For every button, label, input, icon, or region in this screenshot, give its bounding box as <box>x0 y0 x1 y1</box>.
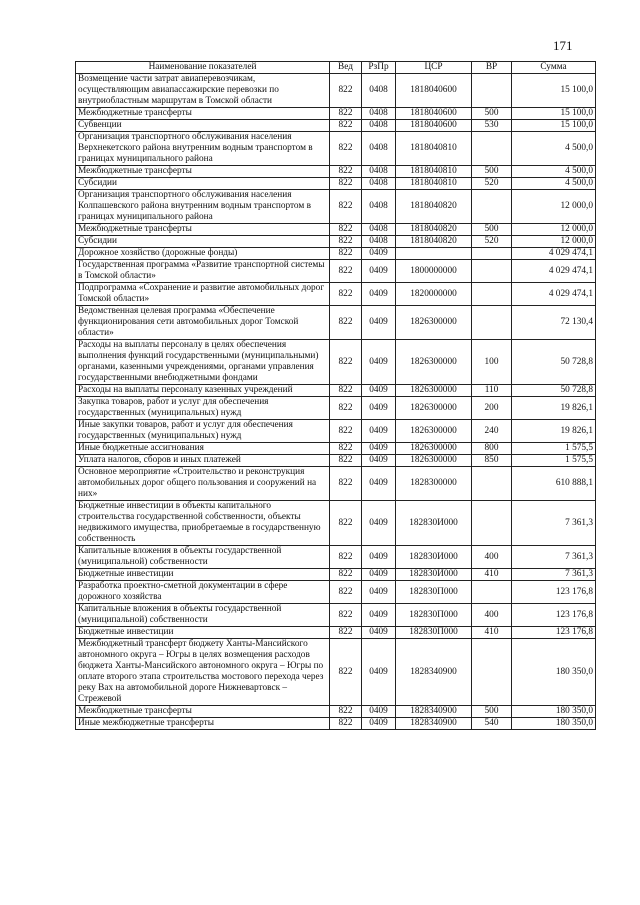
cell-sum: 72 130,4 <box>512 306 596 340</box>
cell-vr <box>472 132 512 166</box>
cell-vr <box>472 581 512 604</box>
table-row <box>76 190 596 224</box>
cell-rzpr: 0409 <box>362 467 396 501</box>
cell-name: Возмещение части затрат авиаперевозчикам, осуществляющим авиапассажирские перевозки по внутриобластным маршрутам в Томской области <box>76 74 330 108</box>
table-row <box>76 627 596 639</box>
cell-rzpr: 0408 <box>362 132 396 166</box>
cell-csr: 1818040820 <box>396 224 472 236</box>
cell-csr: 1818040820 <box>396 190 472 224</box>
cell-ved: 822 <box>330 420 362 443</box>
cell-vr <box>472 467 512 501</box>
cell-rzpr: 0408 <box>362 166 396 178</box>
cell-vr: 400 <box>472 546 512 569</box>
cell-ved: 822 <box>330 397 362 420</box>
cell-sum: 19 826,1 <box>512 420 596 443</box>
cell-vr <box>472 501 512 546</box>
table-body <box>76 74 596 730</box>
cell-ved: 822 <box>330 178 362 190</box>
cell-rzpr: 0408 <box>362 178 396 190</box>
cell-sum: 50 728,8 <box>512 385 596 397</box>
cell-vr: 410 <box>472 627 512 639</box>
table-row <box>76 132 596 166</box>
table-header-row <box>76 62 596 74</box>
cell-vr: 520 <box>472 178 512 190</box>
cell-csr: 1828300000 <box>396 467 472 501</box>
cell-ved: 822 <box>330 443 362 455</box>
cell-csr: 1818040810 <box>396 178 472 190</box>
table-row <box>76 569 596 581</box>
cell-ved: 822 <box>330 604 362 627</box>
cell-name: Бюджетные инвестиции <box>76 627 330 639</box>
table-row <box>76 74 596 108</box>
cell-sum: 123 176,8 <box>512 604 596 627</box>
cell-sum: 180 350,0 <box>512 718 596 730</box>
cell-csr: 1818040600 <box>396 120 472 132</box>
cell-sum: 12 000,0 <box>512 236 596 248</box>
cell-sum: 4 029 474,1 <box>512 260 596 283</box>
cell-name: Закупка товаров, работ и услуг для обеспечения государственных (муниципальных) нужд <box>76 397 330 420</box>
cell-csr: 182830И000 <box>396 501 472 546</box>
cell-vr <box>472 248 512 260</box>
cell-name: Государственная программа «Развитие транспортной системы в Томской области» <box>76 260 330 283</box>
cell-name: Межбюджетные трансферты <box>76 108 330 120</box>
cell-sum: 4 500,0 <box>512 178 596 190</box>
cell-rzpr: 0408 <box>362 190 396 224</box>
cell-sum: 180 350,0 <box>512 639 596 706</box>
header-sum: Сумма <box>512 62 596 74</box>
cell-sum: 1 575,5 <box>512 455 596 467</box>
cell-vr: 500 <box>472 108 512 120</box>
cell-ved: 822 <box>330 120 362 132</box>
cell-sum: 7 361,3 <box>512 501 596 546</box>
table-row <box>76 706 596 718</box>
cell-name: Разработка проектно-сметной документации в сфере дорожного хозяйства <box>76 581 330 604</box>
cell-name: Дорожное хозяйство (дорожные фонды) <box>76 248 330 260</box>
cell-vr: 110 <box>472 385 512 397</box>
cell-ved: 822 <box>330 132 362 166</box>
cell-vr: 800 <box>472 443 512 455</box>
cell-csr: 1826300000 <box>396 455 472 467</box>
cell-name: Бюджетные инвестиции в объекты капитального строительства государственной собственности, объекты недвижимого имущества, приобретаемые в государственную собственность <box>76 501 330 546</box>
header-rzpr: РзПр <box>362 62 396 74</box>
table-row <box>76 581 596 604</box>
cell-vr: 200 <box>472 397 512 420</box>
table-row <box>76 385 596 397</box>
cell-name: Организация транспортного обслуживания населения Верхнекетского района внутренним водным транспортом в границах муниципального района <box>76 132 330 166</box>
cell-sum: 15 100,0 <box>512 74 596 108</box>
cell-sum: 123 176,8 <box>512 627 596 639</box>
table-row <box>76 248 596 260</box>
cell-rzpr: 0408 <box>362 120 396 132</box>
cell-sum: 7 361,3 <box>512 569 596 581</box>
cell-name: Межбюджетные трансферты <box>76 706 330 718</box>
cell-rzpr: 0409 <box>362 706 396 718</box>
cell-vr: 410 <box>472 569 512 581</box>
cell-ved: 822 <box>330 569 362 581</box>
cell-ved: 822 <box>330 639 362 706</box>
cell-rzpr: 0408 <box>362 224 396 236</box>
cell-name: Межбюджетный трансферт бюджету Ханты-Мансийского автономного округа – Югры в целях возмещения расходов бюджета Ханты-Мансийского автономного округа – Югры по оплате второго этапа строительства мостового перехода через реку Вах на автомобильной дороге Нижневартовск – Стрежевой <box>76 639 330 706</box>
table-row <box>76 340 596 385</box>
cell-ved: 822 <box>330 385 362 397</box>
cell-rzpr: 0409 <box>362 306 396 340</box>
cell-name: Субсидии <box>76 236 330 248</box>
cell-ved: 822 <box>330 283 362 306</box>
cell-vr <box>472 74 512 108</box>
cell-sum: 4 500,0 <box>512 132 596 166</box>
cell-name: Капитальные вложения в объекты государственной (муниципальной) собственности <box>76 604 330 627</box>
table-row <box>76 236 596 248</box>
cell-rzpr: 0409 <box>362 718 396 730</box>
cell-vr <box>472 190 512 224</box>
cell-name: Капитальные вложения в объекты государственной (муниципальной) собственности <box>76 546 330 569</box>
cell-vr <box>472 306 512 340</box>
cell-csr: 182830П000 <box>396 581 472 604</box>
cell-name: Подпрограмма «Сохранение и развитие автомобильных дорог Томской области» <box>76 283 330 306</box>
cell-csr: 1818040810 <box>396 166 472 178</box>
table-row <box>76 397 596 420</box>
cell-rzpr: 0409 <box>362 340 396 385</box>
cell-vr: 530 <box>472 120 512 132</box>
cell-sum: 4 500,0 <box>512 166 596 178</box>
table-row <box>76 443 596 455</box>
cell-ved: 822 <box>330 236 362 248</box>
cell-vr: 540 <box>472 718 512 730</box>
cell-ved: 822 <box>330 627 362 639</box>
cell-ved: 822 <box>330 108 362 120</box>
cell-sum: 4 029 474,1 <box>512 283 596 306</box>
table-row <box>76 306 596 340</box>
cell-name: Основное мероприятие «Строительство и реконструкция автомобильных дорог общего пользования и сооружений на них» <box>76 467 330 501</box>
cell-name: Иные межбюджетные трансферты <box>76 718 330 730</box>
cell-ved: 822 <box>330 306 362 340</box>
header-ved: Вед <box>330 62 362 74</box>
cell-ved: 822 <box>330 166 362 178</box>
cell-vr: 500 <box>472 706 512 718</box>
cell-ved: 822 <box>330 706 362 718</box>
cell-csr: 1828340900 <box>396 706 472 718</box>
cell-csr: 1820000000 <box>396 283 472 306</box>
cell-rzpr: 0409 <box>362 385 396 397</box>
table-row <box>76 501 596 546</box>
table-row <box>76 420 596 443</box>
cell-rzpr: 0409 <box>362 455 396 467</box>
cell-vr: 520 <box>472 236 512 248</box>
cell-name: Бюджетные инвестиции <box>76 569 330 581</box>
cell-name: Межбюджетные трансферты <box>76 166 330 178</box>
table-row <box>76 455 596 467</box>
cell-rzpr: 0408 <box>362 108 396 120</box>
cell-sum: 15 100,0 <box>512 108 596 120</box>
cell-vr <box>472 260 512 283</box>
cell-ved: 822 <box>330 74 362 108</box>
cell-csr: 1818040820 <box>396 236 472 248</box>
table-row <box>76 546 596 569</box>
cell-csr: 1818040600 <box>396 74 472 108</box>
cell-csr: 1826300000 <box>396 340 472 385</box>
cell-rzpr: 0408 <box>362 236 396 248</box>
cell-ved: 822 <box>330 260 362 283</box>
cell-csr: 182830И000 <box>396 569 472 581</box>
cell-ved: 822 <box>330 467 362 501</box>
cell-csr: 182830П000 <box>396 627 472 639</box>
cell-csr: 1826300000 <box>396 306 472 340</box>
budget-table <box>75 61 596 730</box>
cell-sum: 12 000,0 <box>512 190 596 224</box>
cell-sum: 12 000,0 <box>512 224 596 236</box>
cell-name: Иные бюджетные ассигнования <box>76 443 330 455</box>
cell-ved: 822 <box>330 546 362 569</box>
cell-rzpr: 0409 <box>362 546 396 569</box>
cell-csr: 1828340900 <box>396 718 472 730</box>
table-row <box>76 260 596 283</box>
cell-sum: 4 029 474,1 <box>512 248 596 260</box>
cell-csr: 1800000000 <box>396 260 472 283</box>
cell-rzpr: 0409 <box>362 260 396 283</box>
cell-ved: 822 <box>330 190 362 224</box>
header-vr: ВР <box>472 62 512 74</box>
cell-ved: 822 <box>330 224 362 236</box>
cell-name: Расходы на выплаты персоналу в целях обеспечения выполнения функций государственными (муниципальными) органами, казенными учреждениями, органами управления государственными внебюджетными фондами <box>76 340 330 385</box>
cell-sum: 180 350,0 <box>512 706 596 718</box>
cell-rzpr: 0409 <box>362 604 396 627</box>
cell-name: Иные закупки товаров, работ и услуг для обеспечения государственных (муниципальных) нужд <box>76 420 330 443</box>
cell-ved: 822 <box>330 455 362 467</box>
table-row <box>76 639 596 706</box>
table-row <box>76 108 596 120</box>
cell-name: Организация транспортного обслуживания населения Колпашевского района внутренним водным транспортом в границах муниципального района <box>76 190 330 224</box>
cell-sum: 610 888,1 <box>512 467 596 501</box>
cell-vr: 500 <box>472 166 512 178</box>
cell-rzpr: 0409 <box>362 639 396 706</box>
table-row <box>76 467 596 501</box>
cell-rzpr: 0409 <box>362 443 396 455</box>
cell-csr: 1818040600 <box>396 108 472 120</box>
cell-name: Субсидии <box>76 178 330 190</box>
header-csr: ЦСР <box>396 62 472 74</box>
cell-vr: 100 <box>472 340 512 385</box>
cell-sum: 19 826,1 <box>512 397 596 420</box>
cell-rzpr: 0409 <box>362 397 396 420</box>
table-row <box>76 604 596 627</box>
cell-csr: 182830П000 <box>396 604 472 627</box>
cell-vr <box>472 639 512 706</box>
cell-ved: 822 <box>330 501 362 546</box>
cell-ved: 822 <box>330 340 362 385</box>
table-row <box>76 178 596 190</box>
cell-sum: 15 100,0 <box>512 120 596 132</box>
cell-csr: 1828340900 <box>396 639 472 706</box>
cell-name: Уплата налогов, сборов и иных платежей <box>76 455 330 467</box>
cell-vr: 240 <box>472 420 512 443</box>
cell-sum: 123 176,8 <box>512 581 596 604</box>
cell-rzpr: 0409 <box>362 627 396 639</box>
cell-csr <box>396 248 472 260</box>
cell-vr: 850 <box>472 455 512 467</box>
table-row <box>76 718 596 730</box>
table-row <box>76 120 596 132</box>
cell-vr: 500 <box>472 224 512 236</box>
cell-rzpr: 0409 <box>362 581 396 604</box>
cell-name: Субвенции <box>76 120 330 132</box>
cell-csr: 1826300000 <box>396 385 472 397</box>
cell-ved: 822 <box>330 581 362 604</box>
cell-csr: 182830И000 <box>396 546 472 569</box>
cell-rzpr: 0409 <box>362 420 396 443</box>
cell-name: Межбюджетные трансферты <box>76 224 330 236</box>
cell-rzpr: 0409 <box>362 501 396 546</box>
cell-csr: 1826300000 <box>396 420 472 443</box>
cell-sum: 7 361,3 <box>512 546 596 569</box>
cell-ved: 822 <box>330 718 362 730</box>
cell-name: Ведомственная целевая программа «Обеспечение функционирования сети автомобильных дорог Томской области» <box>76 306 330 340</box>
cell-vr <box>472 283 512 306</box>
cell-rzpr: 0409 <box>362 569 396 581</box>
cell-rzpr: 0409 <box>362 283 396 306</box>
cell-csr: 1826300000 <box>396 443 472 455</box>
table-row <box>76 283 596 306</box>
page-number: 171 <box>553 38 573 53</box>
table-row <box>76 224 596 236</box>
cell-ved: 822 <box>330 248 362 260</box>
table-row <box>76 166 596 178</box>
cell-csr: 1818040810 <box>396 132 472 166</box>
cell-vr: 400 <box>472 604 512 627</box>
header-name: Наименование показателей <box>76 62 330 74</box>
cell-name: Расходы на выплаты персоналу казенных учреждений <box>76 385 330 397</box>
cell-sum: 50 728,8 <box>512 340 596 385</box>
cell-csr: 1826300000 <box>396 397 472 420</box>
cell-rzpr: 0409 <box>362 248 396 260</box>
cell-sum: 1 575,5 <box>512 443 596 455</box>
cell-rzpr: 0408 <box>362 74 396 108</box>
